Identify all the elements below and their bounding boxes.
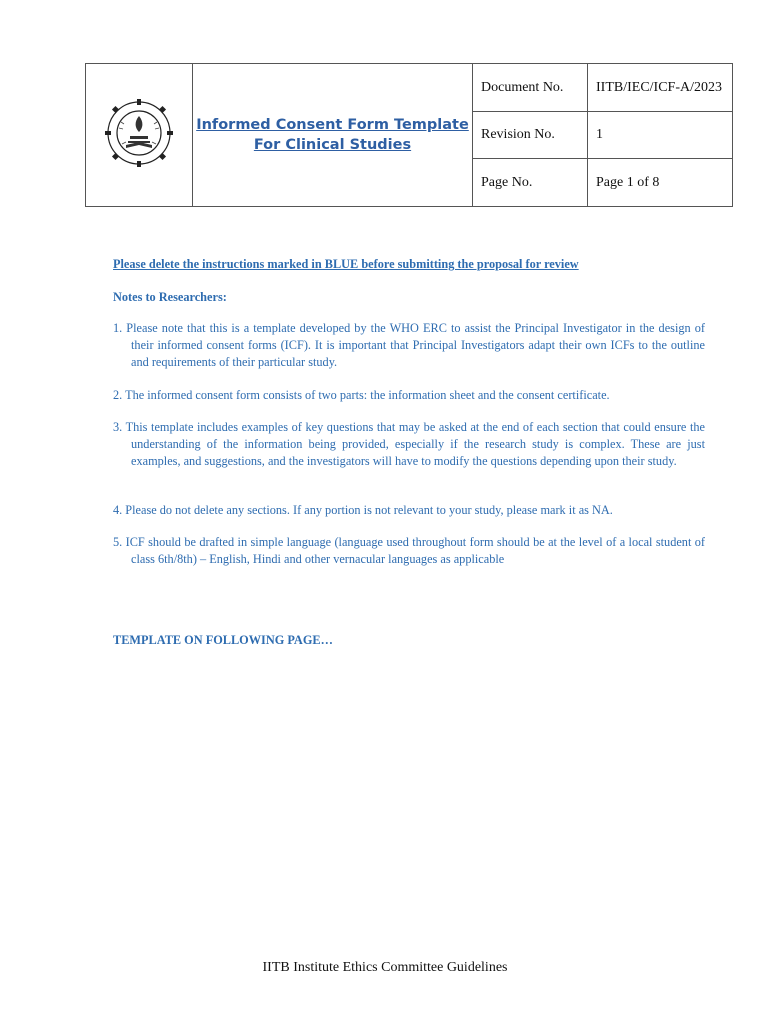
iitb-emblem-icon — [104, 98, 174, 168]
note-text: 1. Please note that this is a template developed by the WHO ERC to assist the Principal Investigator in the design of their informed consent forms (ICF). It is important that Principal Investigators adapt their own ICFs to the outline and requirements of their particular study. — [113, 321, 705, 369]
form-title-line2: For Clinical Studies — [253, 137, 412, 153]
delete-instructions-notice: Please delete the instructions marked in BLUE before submitting the proposal for review — [113, 257, 579, 271]
revision-no-value: 1 — [588, 112, 733, 159]
document-header-table — [85, 63, 733, 207]
note-text: 4. Please do not delete any sections. If any portion is not relevant to your study, please mark it as NA. — [113, 503, 613, 517]
note-item — [113, 320, 705, 371]
revision-no-label: Revision No. — [473, 112, 588, 159]
document-no-value: IITB/IEC/ICF-A/2023 — [588, 64, 733, 112]
note-text: 5. ICF should be drafted in simple language (language used throughout form should be at the level of a local student of class 6th/8th) – English, Hindi and other vernacular languages as applicable — [113, 535, 705, 566]
page-no-label: Page No. — [473, 159, 588, 207]
document-no-label: Document No. — [473, 64, 588, 112]
note-item — [113, 419, 705, 470]
note-item — [113, 534, 705, 568]
logo-cell — [86, 64, 193, 207]
page-footer: IITB Institute Ethics Committee Guidelines — [262, 960, 508, 975]
form-title-cell — [193, 64, 473, 207]
note-item — [113, 502, 705, 519]
template-following-page-label: TEMPLATE ON FOLLOWING PAGE… — [113, 633, 333, 647]
note-item — [113, 387, 705, 404]
note-text: 3. This template includes examples of key questions that may be asked at the end of each section that could ensure the understanding of the information being provided, especially if the research study is complex. These are just examples, and suggestions, and the investigators will have to modify the questions depending upon their study. — [113, 420, 705, 468]
note-text: 2. The informed consent form consists of two parts: the information sheet and the consent certificate. — [113, 388, 610, 402]
notes-heading: Notes to Researchers: — [113, 290, 227, 304]
form-title-line1: Informed Consent Form Template — [196, 117, 469, 133]
page-no-value: Page 1 of 8 — [588, 159, 733, 207]
